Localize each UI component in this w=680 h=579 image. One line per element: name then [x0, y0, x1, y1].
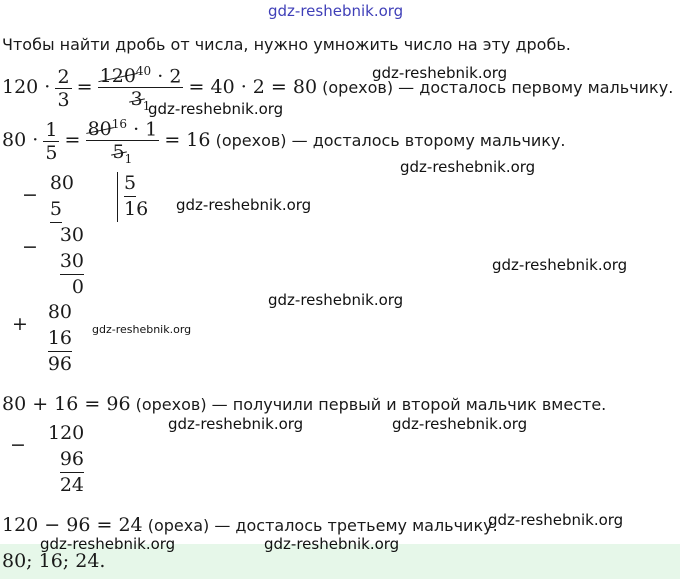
addition-term-2-wrap	[46, 325, 72, 352]
division-remainder-1: 30	[59, 224, 84, 246]
line2-num-reduced: 16	[111, 117, 128, 131]
line2-result: = 16	[164, 129, 211, 152]
watermark: gdz-reshebnik.org	[176, 196, 312, 214]
division-quotient: 16	[124, 198, 149, 220]
line1-den-reduced: 1	[142, 99, 151, 114]
line1-num-rest: · 2	[151, 65, 182, 88]
division-subtrahend-2: 30	[60, 248, 84, 275]
subtraction-subtrahend: 96	[60, 446, 84, 473]
subtraction-minuend: 120	[48, 422, 85, 444]
watermark: gdz-reshebnik.org	[168, 415, 304, 433]
subtraction-minus: −	[10, 434, 26, 456]
line1-eq: =	[76, 76, 93, 99]
line2-frac-num: 1	[45, 119, 58, 142]
watermark: gdz-reshebnik.org	[488, 511, 624, 529]
line1-frac-den: 3	[57, 89, 70, 112]
line1-frac-num: 2	[57, 66, 70, 89]
watermark-small: gdz-reshebnik.org	[92, 323, 192, 336]
addition-term-1: 80	[47, 301, 72, 323]
line2-eq: =	[64, 129, 81, 152]
line2-frac-den: 5	[45, 142, 58, 165]
division-bar	[117, 172, 118, 222]
division-minus-2: −	[22, 236, 38, 258]
line2-num-crossed: 80	[87, 118, 112, 141]
division-divisor-wrap	[124, 170, 146, 197]
line2-den-crossed: 5	[112, 141, 125, 164]
division-remainder-final: 0	[71, 276, 84, 298]
solution-line-1	[2, 60, 673, 117]
line4-text: (ореха) — досталось третьему мальчику.	[142, 516, 498, 535]
line2-den-reduced: 1	[124, 152, 133, 167]
watermark: gdz-reshebnik.org	[264, 535, 400, 553]
watermark: gdz-reshebnik.org	[148, 100, 284, 118]
subtraction-subtrahend-wrap	[48, 446, 84, 473]
addition-sum: 96	[47, 353, 72, 375]
watermark: gdz-reshebnik.org	[492, 256, 628, 274]
line2-reduced-fraction	[86, 113, 160, 170]
rule-text: Чтобы найти дробь от числа, нужно умножить число на эту дробь.	[2, 35, 571, 54]
subtraction-difference: 24	[59, 474, 84, 496]
line3-expr: 80 + 16 = 96	[2, 393, 131, 415]
watermark: gdz-reshebnik.org	[40, 535, 176, 553]
line1-den-crossed: 3	[130, 88, 143, 111]
watermark: gdz-reshebnik.org	[268, 291, 404, 309]
line2-fraction	[43, 119, 59, 164]
division-subtrahend-1-wrap	[48, 196, 62, 223]
line1-multiplicand: 120 ·	[2, 76, 51, 99]
answer-text: 80; 16; 24.	[2, 550, 106, 572]
addition-plus: +	[12, 313, 28, 335]
watermark-top: gdz-reshebnik.org	[268, 2, 404, 20]
division-minus-1: −	[22, 184, 38, 206]
line2-num-rest: · 1	[127, 118, 158, 141]
line1-text: (орехов) — досталось первому мальчику.	[317, 78, 674, 98]
watermark: gdz-reshebnik.org	[392, 415, 528, 433]
line3-text: (орехов) — получили первый и второй мальчик вместе.	[130, 395, 607, 414]
division-divisor: 5	[124, 170, 136, 197]
line2-text: (орехов) — досталось второму мальчику.	[210, 131, 566, 151]
line1-fraction	[55, 66, 71, 111]
line1-num-reduced: 40	[135, 64, 152, 78]
watermark: gdz-reshebnik.org	[372, 64, 508, 82]
line1-result: = 40 · 2 = 80	[188, 76, 318, 99]
line2-multiplicand: 80 ·	[2, 129, 39, 152]
line4-expr: 120 − 96 = 24	[2, 514, 143, 536]
watermark: gdz-reshebnik.org	[400, 158, 536, 176]
line1-num-crossed: 120	[99, 65, 136, 88]
solution-line-4	[2, 514, 498, 536]
division-dividend: 80	[49, 172, 74, 194]
solution-line-3	[2, 393, 606, 415]
division-subtrahend-2-wrap	[58, 248, 84, 275]
division-subtrahend-1: 5	[50, 196, 62, 223]
addition-term-2: 16	[48, 325, 72, 352]
